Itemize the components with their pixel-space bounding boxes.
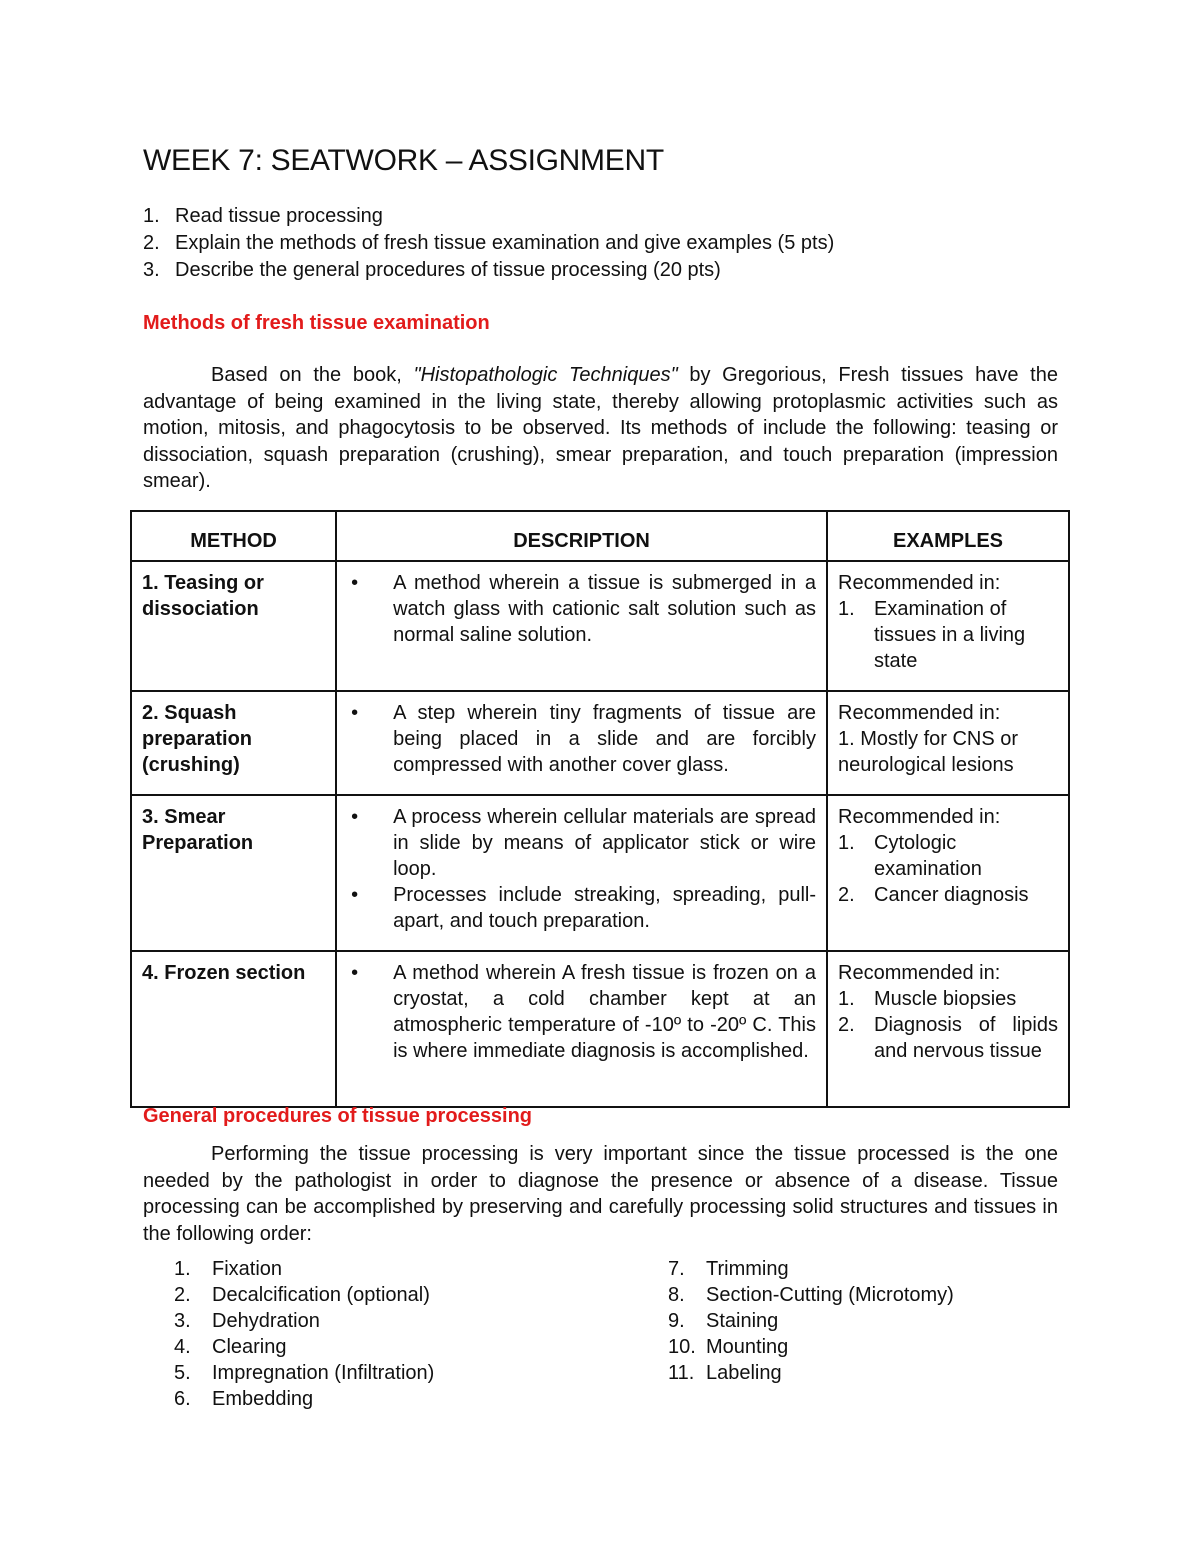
example-item: 1. Mostly for CNS or neurological lesions bbox=[838, 728, 1019, 776]
list-item: 9. Staining bbox=[668, 1310, 779, 1332]
method-examples: Recommended in: 1. Mostly for CNS or neurological lesions bbox=[827, 691, 1069, 795]
list-item: 2. Decalcification (optional) bbox=[174, 1284, 430, 1306]
bullet-icon: • bbox=[351, 572, 359, 594]
method-name: 4. Frozen section bbox=[131, 951, 336, 1107]
method-examples: Recommended in: 1. Examination of tissues in a living state bbox=[827, 561, 1069, 691]
bullet-icon: • bbox=[351, 884, 359, 906]
bullet-item: • Processes include streaking, spreading, pull-apart, and touch preparation. bbox=[347, 882, 816, 934]
bullet-item: • A method wherein a tissue is submerged in a watch glass with cationic salt solution such as normal saline solution. bbox=[347, 570, 816, 648]
list-item: 7. Trimming bbox=[668, 1258, 789, 1280]
table-row bbox=[131, 951, 1069, 1107]
example-item: 1. Cytologic examination bbox=[838, 832, 982, 880]
book-title: "Histopathologic Techniques" bbox=[413, 364, 678, 386]
task-item: 2. Explain the methods of fresh tissue examination and give examples (5 pts) bbox=[143, 232, 835, 254]
section-heading-procedures: General procedures of tissue processing bbox=[143, 1105, 533, 1127]
list-item: 4. Clearing bbox=[174, 1336, 287, 1358]
method-name: 2. Squash preparation (crushing) bbox=[131, 691, 336, 795]
task-item: 1. Read tissue processing bbox=[143, 205, 383, 227]
method-name: 3. Smear Preparation bbox=[131, 795, 336, 951]
table-header-row bbox=[131, 511, 1069, 561]
task-list bbox=[143, 203, 834, 284]
procedures-paragraph: Performing the tissue processing is very important since the tissue processed is the one needed by the pathologist in order to diagnose the presence or absence of a disease. Tissue processing can be accomplished by preserving and carefully processing solid structures and tissues in the following order: bbox=[143, 1143, 1058, 1245]
bullet-item: • A process wherein cellular materials are spread in slide by means of applicator stick or wire loop. bbox=[347, 804, 816, 882]
header-description: DESCRIPTION bbox=[336, 511, 827, 561]
steps-list-right bbox=[668, 1256, 954, 1386]
bullet-icon: • bbox=[351, 806, 359, 828]
example-item: 2. Diagnosis of lipids and nervous tissue bbox=[838, 1014, 1058, 1062]
bullet-icon: • bbox=[351, 962, 359, 984]
list-item: 8. Section-Cutting (Microtomy) bbox=[668, 1284, 954, 1306]
task-item: 3. Describe the general procedures of tissue processing (20 pts) bbox=[143, 259, 721, 281]
list-item: 5. Impregnation (Infiltration) bbox=[174, 1362, 435, 1384]
list-item: 1. Fixation bbox=[174, 1258, 283, 1280]
table-row bbox=[131, 691, 1069, 795]
method-description bbox=[336, 561, 827, 691]
bullet-item: • A method wherein A fresh tissue is frozen on a cryostat, a cold chamber kept at an atmospheric temperature of -10º to -20º C. This is where immediate diagnosis is accomplished. bbox=[347, 960, 816, 1064]
method-examples: Recommended in: 1. Cytologic examination 2. Cancer diagnosis bbox=[827, 795, 1069, 951]
example-item: 1. Examination of tissues in a living state bbox=[838, 598, 1026, 672]
table-row bbox=[131, 561, 1069, 691]
bullet-icon: • bbox=[351, 702, 359, 724]
method-description bbox=[336, 691, 827, 795]
methods-table bbox=[130, 510, 1070, 1108]
method-description bbox=[336, 795, 827, 951]
method-examples: Recommended in: 1. Muscle biopsies 2. Diagnosis of lipids and nervous tissue bbox=[827, 951, 1069, 1107]
list-item: 11. Labeling bbox=[668, 1362, 782, 1384]
steps-list-left bbox=[174, 1256, 434, 1412]
bullet-item: • A step wherein tiny fragments of tissue are being placed in a slide and are forcibly compressed with another cover glass. bbox=[347, 700, 816, 778]
list-item: 10. Mounting bbox=[668, 1336, 789, 1358]
intro-paragraph: Based on the book, "Histopathologic Techniques" by Gregorious, Fresh tissues have the advantage of being examined in the living state, thereby allowing protoplasmic activities such as motion, mitosis, and phagocytosis to be observed. Its methods of include the following: teasing or dissociation, squash preparation (crushing), smear preparation, and touch preparation (impression smear). bbox=[143, 364, 1058, 492]
example-item: 1. Muscle biopsies bbox=[838, 988, 1017, 1010]
example-item: 2. Cancer diagnosis bbox=[838, 884, 1029, 906]
section-heading-methods: Methods of fresh tissue examination bbox=[143, 312, 490, 334]
list-item: 6. Embedding bbox=[174, 1388, 314, 1410]
page-title: WEEK 7: SEATWORK – ASSIGNMENT bbox=[143, 144, 664, 177]
list-item: 3. Dehydration bbox=[174, 1310, 320, 1332]
method-description bbox=[336, 951, 827, 1107]
method-name: 1. Teasing or dissociation bbox=[131, 561, 336, 691]
table-row bbox=[131, 795, 1069, 951]
header-examples: EXAMPLES bbox=[827, 511, 1069, 561]
header-method: METHOD bbox=[131, 511, 336, 561]
